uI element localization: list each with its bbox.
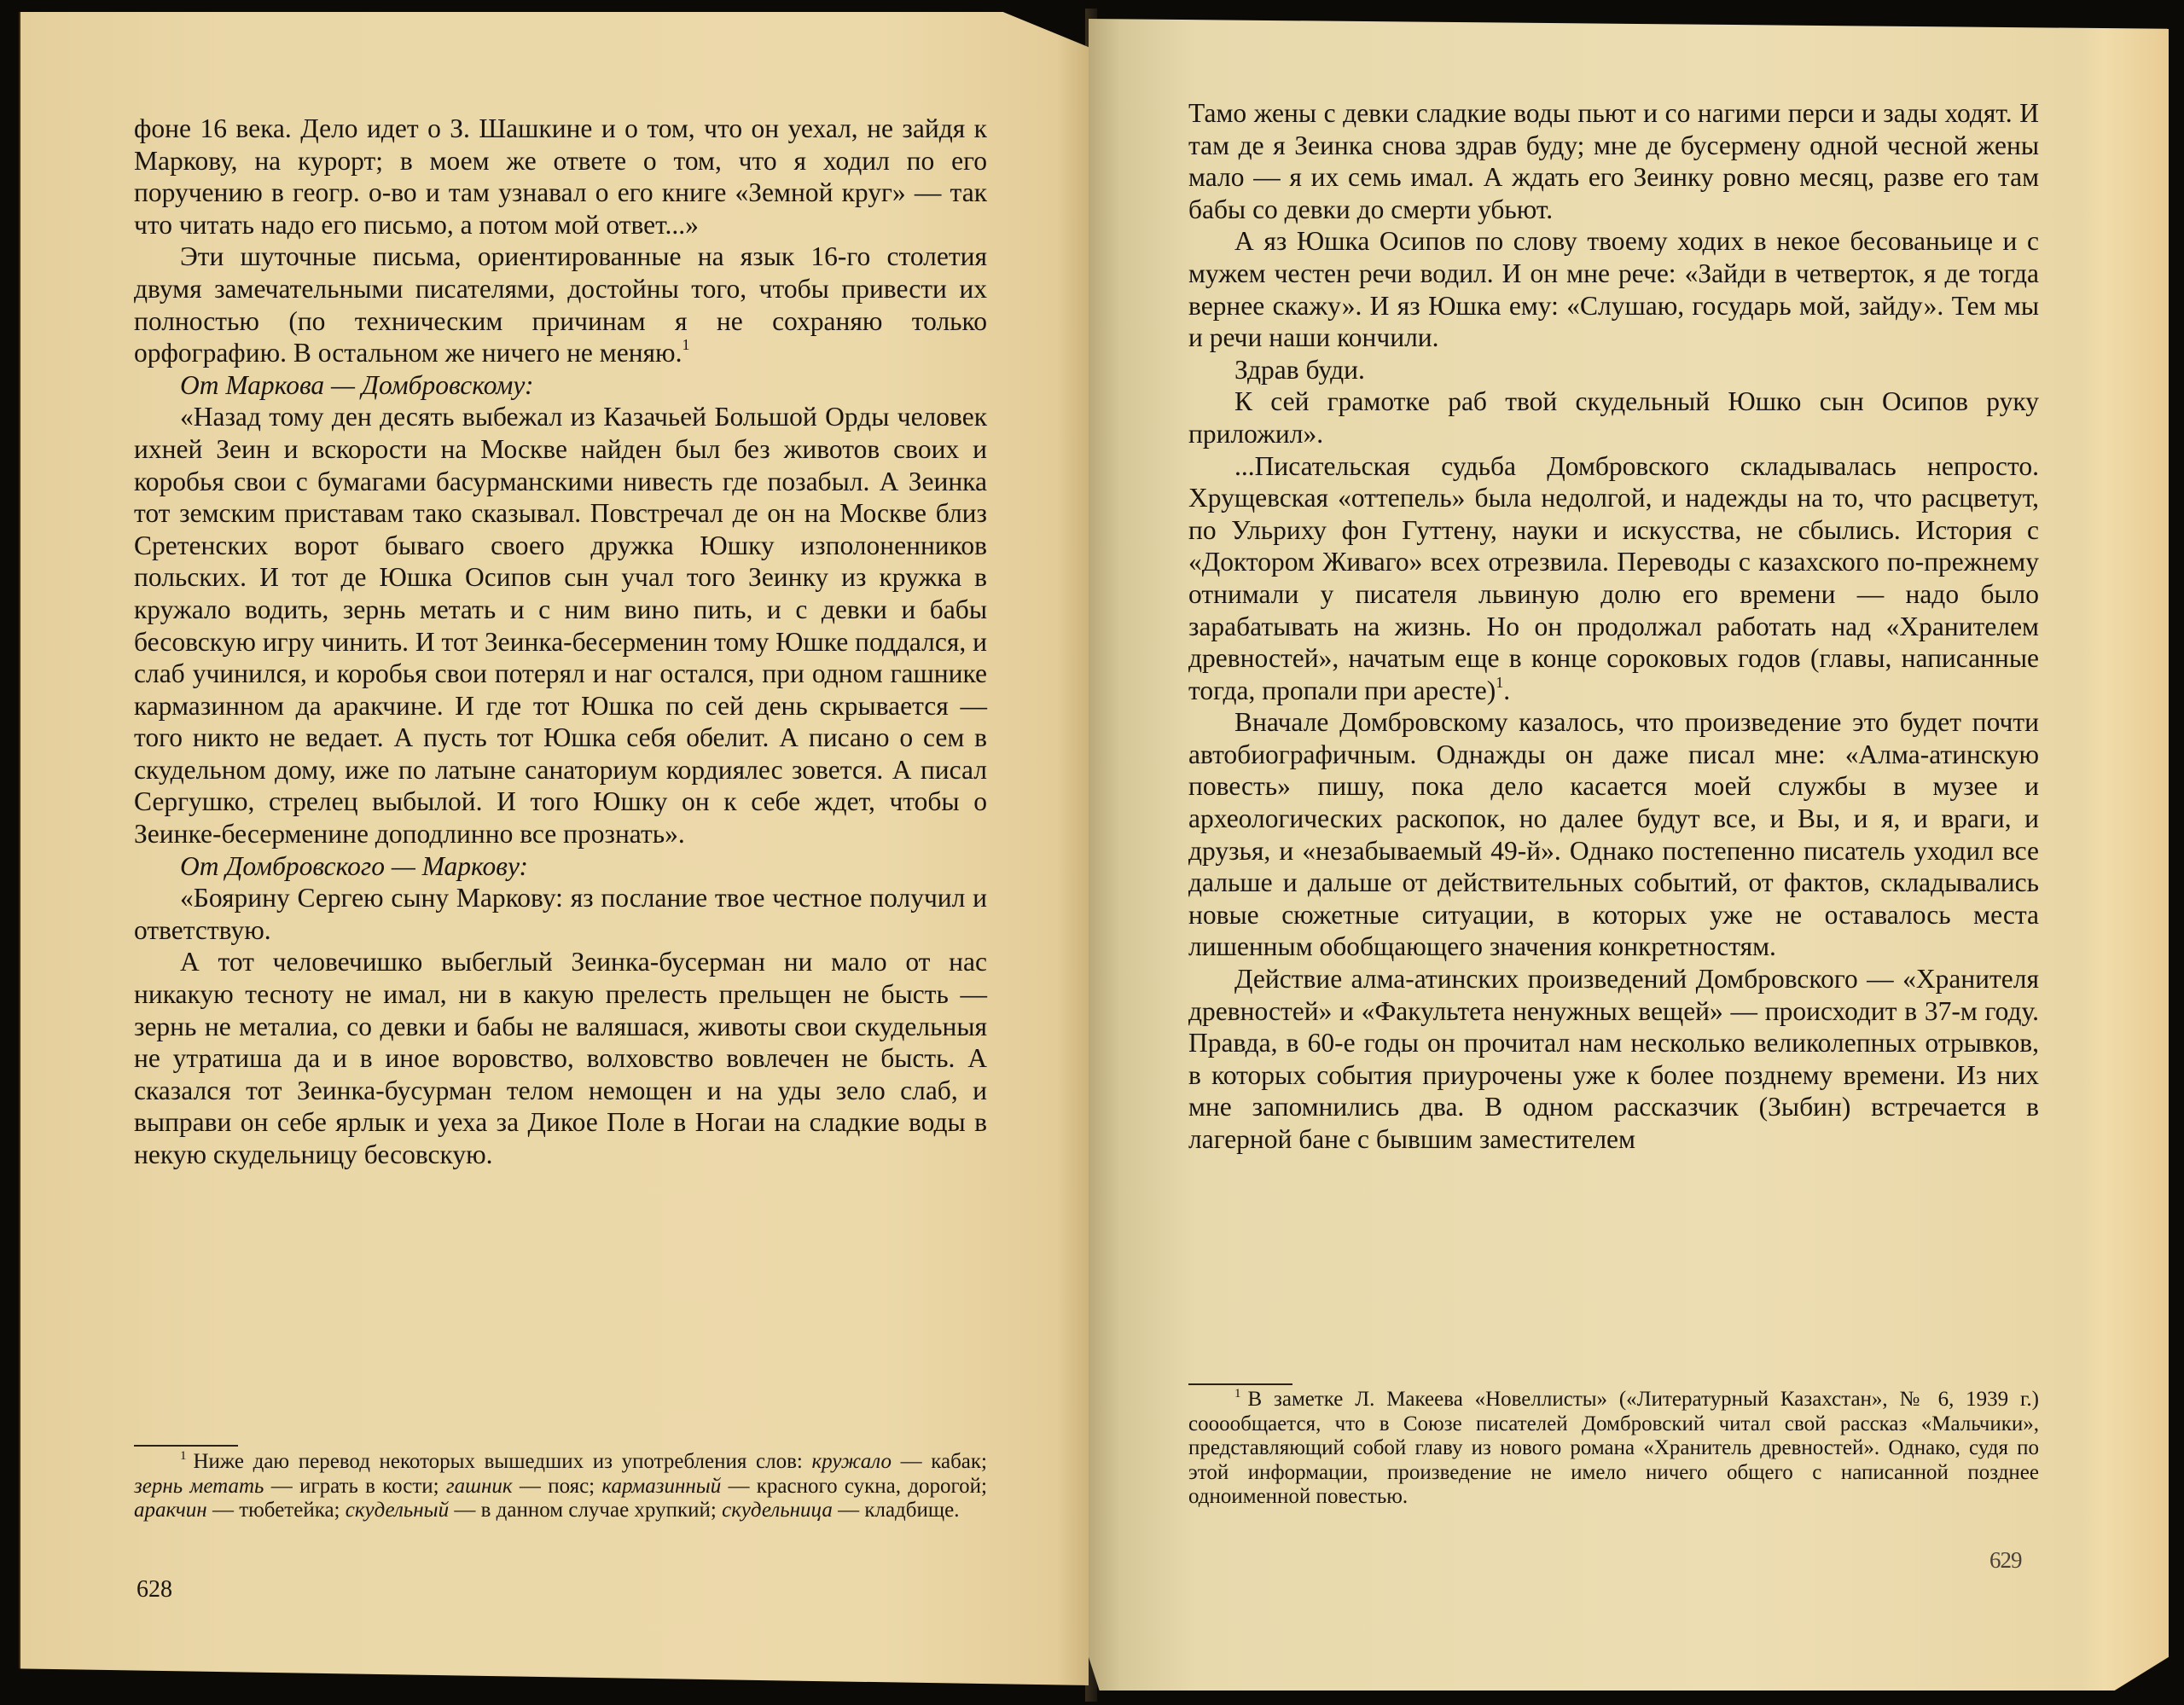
paragraph (1188, 354, 2039, 386)
paragraph-text: А яз Юшка Осипов по слову твоему ходих в некое бесованьице и с мужем честен речи водил. И он мне рече: «Зайди в четверток, я де тогда вернее скажу». И яз Юшка ему: «Слушаю, государь мой, зайду». Тем мы и речи наши кончили. (1188, 226, 2039, 353)
right-page-number: 629 (1989, 1547, 2022, 1573)
paragraph-text: Здрав буди. (1234, 354, 1365, 385)
paragraph-text: ...Писательская судьба Домбровского складывалась непросто. Хрущевская «оттепель» была недолгой, и надежды на то, что расцветут, по Ульриху фон Гуттену, науки и искусства, не сбылись. История с «Доктором Живаго» всех отрезвила. Переводы с казахского по-прежнему отнимали у писателя львиную долю его времени — надо было зарабатывать на жизнь. Но он продолжал работать над «Хранителем древностей», начатым еще в конце сороковых годов (главы, написанные тогда, пропали при аресте) (1188, 450, 2039, 705)
paragraph (134, 241, 987, 368)
glossary-term: зернь метать (134, 1474, 264, 1498)
footnote-segment: — красного сукна, дорогой; (721, 1474, 987, 1498)
glossary-term: аракчин (134, 1499, 207, 1522)
left-page-number: 628 (136, 1576, 172, 1603)
paragraph (134, 113, 987, 241)
footnote-segment: — тюбетейка; (206, 1499, 346, 1522)
glossary-term: гашник (445, 1474, 513, 1498)
footnote-segment: — кабак; (891, 1450, 987, 1473)
paragraph (1188, 450, 2039, 707)
glossary-term: скудельница (722, 1499, 833, 1522)
left-page-body (134, 113, 987, 1171)
paragraph (1188, 225, 2039, 353)
paragraph-text: Тамо жены с девки сладкие воды пьют и со нагими перси и зады ходят. И там де я Зеинка снова здрав буду; мне де бусермену одной чесной жены мало — я их семь имал. А ждать его Зеинку ровно месяц, разве его там бабы со девки до смерти убьют. (1188, 98, 2039, 224)
paragraph-text: К сей грамотке раб твой скудельный Юшко сын Осипов руку приложил». (1188, 386, 2039, 449)
footnote-marker: 1 (1234, 1387, 1241, 1401)
paragraph-text: Эти шуточные письма, ориентированные на язык 16-го столетия двумя замечательными писателями, достойны того, чтобы привести их полностью (по техническим причинам я не сохраняю только орфографию. В остальном же ничего не меняю. (134, 241, 987, 368)
paragraph-text: А тот человечишко выбеглый Зеинка-бусерман ни мало от нас никакую тесноту не имал, ни в какую прелесть прельщен не бысть — зернь не металиа, со девки и бабы не валяшася, животы свои скудельныя не утратиша да и в иное воровство, волховство вовлечен не бысть. А сказался тот Зеинка-бусурман телом немощен и на уды зело слаб, и выправи он себе ярлык и уеха за Дикое Поле в Ногаи на сладкие воды в некую скудельницу бесовскую. (134, 947, 987, 1169)
footnote-reference: 1 (1496, 673, 1504, 691)
paragraph-text: Действие алма-атинских произведений Домбровского — «Хранителя древностей» и «Факультета ненужных вещей» — происходит в 37-м году. Правда, в 60-е годы он прочитал нам несколько великолепных отрывков, в которых события приурочены уже к более позднему времени. Из них мне запомнились два. В одном рассказчик (Зыбин) встречается в лагерной бане с бывшим заместителем (1188, 964, 2039, 1154)
glossary-term: кармазинный (601, 1474, 722, 1498)
footnote-segment: — в данном случае хрупкий; (449, 1499, 723, 1522)
paragraph-text: От Маркова — Домбровскому: (180, 369, 534, 400)
paragraph (134, 946, 987, 1170)
footnote-marker: 1 (180, 1449, 187, 1463)
right-page-body (1188, 97, 2039, 1156)
right-page-footnote (1188, 1388, 2039, 1510)
paragraph-text: «Назад тому ден десять выбежал из Казачьей Большой Орды человек ихней Зеин и вскорости на Москве найден был без животов своих и коробья свои с бумагами басурманскими нивесть где позабыл. А Зеинка тот земским приставам тако сказывал. Повстречал де он на Москве близ Сретенских ворот бываго своего дружка Юшку изполоненников польских. И тот де Юшка Осипов сын учал того Зеинку из кружка в кружало водить, зернь метать и с ним вино пить, и с девки и бабы бесовскую игру чинить. И тот Зеинка-бесерменин тому Юшке поддался, и слаб учинился, и коробья свои потерял и наг остался, при одном гашнике кармазинном да аракчине. И где тот Юшка по сей день скрывается — того никто не ведает. А пусть тот Юшка себя обелит. А писано о сем в скудельном дому, иже по латыне санаториум кордиялес зовется. А писал Сергушко, стрелец выбылой. И того Юшку он к себе ждет, чтобы о Зеинке-бесерменине доподлинно все прознать». (134, 402, 987, 850)
footnote-text (134, 1450, 987, 1523)
glossary-term: кружало (811, 1450, 892, 1473)
paragraph-text: «Боярину Сергею сыну Маркову: яз послание твое честное получил и ответствую. (134, 883, 987, 945)
paragraph-tail: . (1503, 675, 1511, 705)
footnote-segment: Ниже даю перевод некоторых вышедших из употребления слов: (193, 1450, 812, 1473)
paragraph (134, 882, 987, 946)
paragraph-text: фоне 16 века. Дело идет о З. Шашкине и о том, что он уехал, не зайдя к Маркову, на курорт; в моем же ответе о том, что я ходил по его поручению в геогр. о-во и там узнавал о его книге «Земной круг» — так что читать надо его письмо, а потом мой ответ...» (134, 113, 987, 240)
paragraph (1188, 706, 2039, 963)
paragraph (1188, 386, 2039, 449)
left-page-footnote (134, 1450, 987, 1523)
paragraph (1188, 97, 2039, 225)
right-footnote-rule (1188, 1383, 1292, 1385)
footnote-segment: В заметке Л. Макеева «Новеллисты» («Литературный Казахстан», № 6, 1939 г.) сооообщается, что в Союзе писателей Домбровский читал свой рассказ «Мальчики», представляющий собой главу из нового романа «Хранитель древностей». Однако, судя по этой информации, произведение не имело ничего общего с написанной позднее одноименной повестью. (1188, 1388, 2039, 1508)
letter-heading (134, 369, 987, 402)
letter-heading (134, 850, 987, 883)
left-footnote-rule (134, 1445, 238, 1447)
paragraph-text: От Домбровского — Маркову: (180, 850, 529, 881)
glossary-term: скудельный (345, 1499, 450, 1522)
paragraph (1188, 963, 2039, 1156)
footnote-text (1188, 1388, 2039, 1510)
paragraph (134, 401, 987, 850)
footnote-segment: — играть в кости; (264, 1474, 446, 1498)
footnote-segment: — кладбище. (832, 1499, 960, 1522)
paragraph-text: Вначале Домбровскому казалось, что произведение это будет почти автобиографичным. Однажды он даже писал мне: «Алма-атинскую повесть» пишу, пока дело касается моей службы в музее и археологических раскопок, но далее будут все, и Вы, и я, и враги, и друзья, и «незабываемый 49-й». Однако постепенно писатель уходил все дальше и дальше от действительных событий, от фактов, складывались новые сюжетные ситуации, в которых уже не оставалось места лишенным обобщающего значения конкретностям. (1188, 707, 2039, 962)
footnote-segment: — пояс; (512, 1474, 602, 1498)
footnote-reference: 1 (682, 336, 690, 354)
